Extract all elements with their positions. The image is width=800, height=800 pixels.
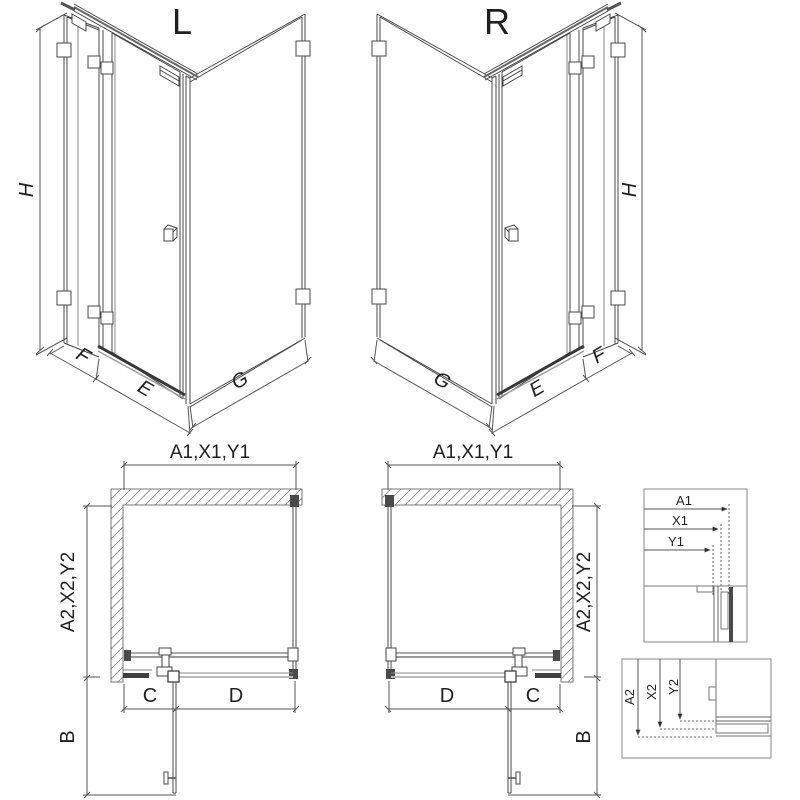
iso-right-door-label: E <box>525 375 549 402</box>
iso-right-height-label: H <box>619 182 641 198</box>
iso-left-side-label: G <box>227 367 253 395</box>
iso-left-door-label: E <box>133 375 157 402</box>
iso-right-fixed-label: F <box>588 343 610 369</box>
detail-depth-x2-label: X2 <box>644 684 659 700</box>
plan-right-hinge-offset-label: C <box>525 685 541 707</box>
plan-left-depth-dims-label: A2,X2,Y2 <box>58 551 79 633</box>
plan-left-door-width-label: D <box>228 685 244 707</box>
detail-width-x1-label: X1 <box>672 513 688 528</box>
plan-right-depth-dims-label: A2,X2,Y2 <box>574 551 595 633</box>
plan-right-width-dims-label: A1,X1,Y1 <box>432 442 514 463</box>
plan-right-door-width-label: D <box>439 685 455 707</box>
plan-left-width-dims-label: A1,X1,Y1 <box>169 442 251 463</box>
plan-right-swing-label: B <box>573 730 595 744</box>
iso-right-side-label: G <box>429 367 455 395</box>
detail-depth-y2-label: Y2 <box>666 679 681 695</box>
detail-width-a1-label: A1 <box>676 493 692 508</box>
iso-left-height-label: H <box>16 182 38 198</box>
iso-view-right <box>371 3 646 436</box>
detail-depth-a2-label: A2 <box>622 689 637 705</box>
detail-box-depth-dims <box>622 659 771 758</box>
detail-box-width-dims <box>644 489 747 642</box>
iso-view-left <box>36 3 311 436</box>
detail-width-y1-label: Y1 <box>668 534 684 549</box>
plan-left-swing-label: B <box>57 730 79 744</box>
iso-left-title: L <box>171 1 193 42</box>
iso-left-fixed-label: F <box>72 343 94 369</box>
plan-left-hinge-offset-label: C <box>142 685 158 707</box>
iso-right-title: R <box>484 1 510 42</box>
